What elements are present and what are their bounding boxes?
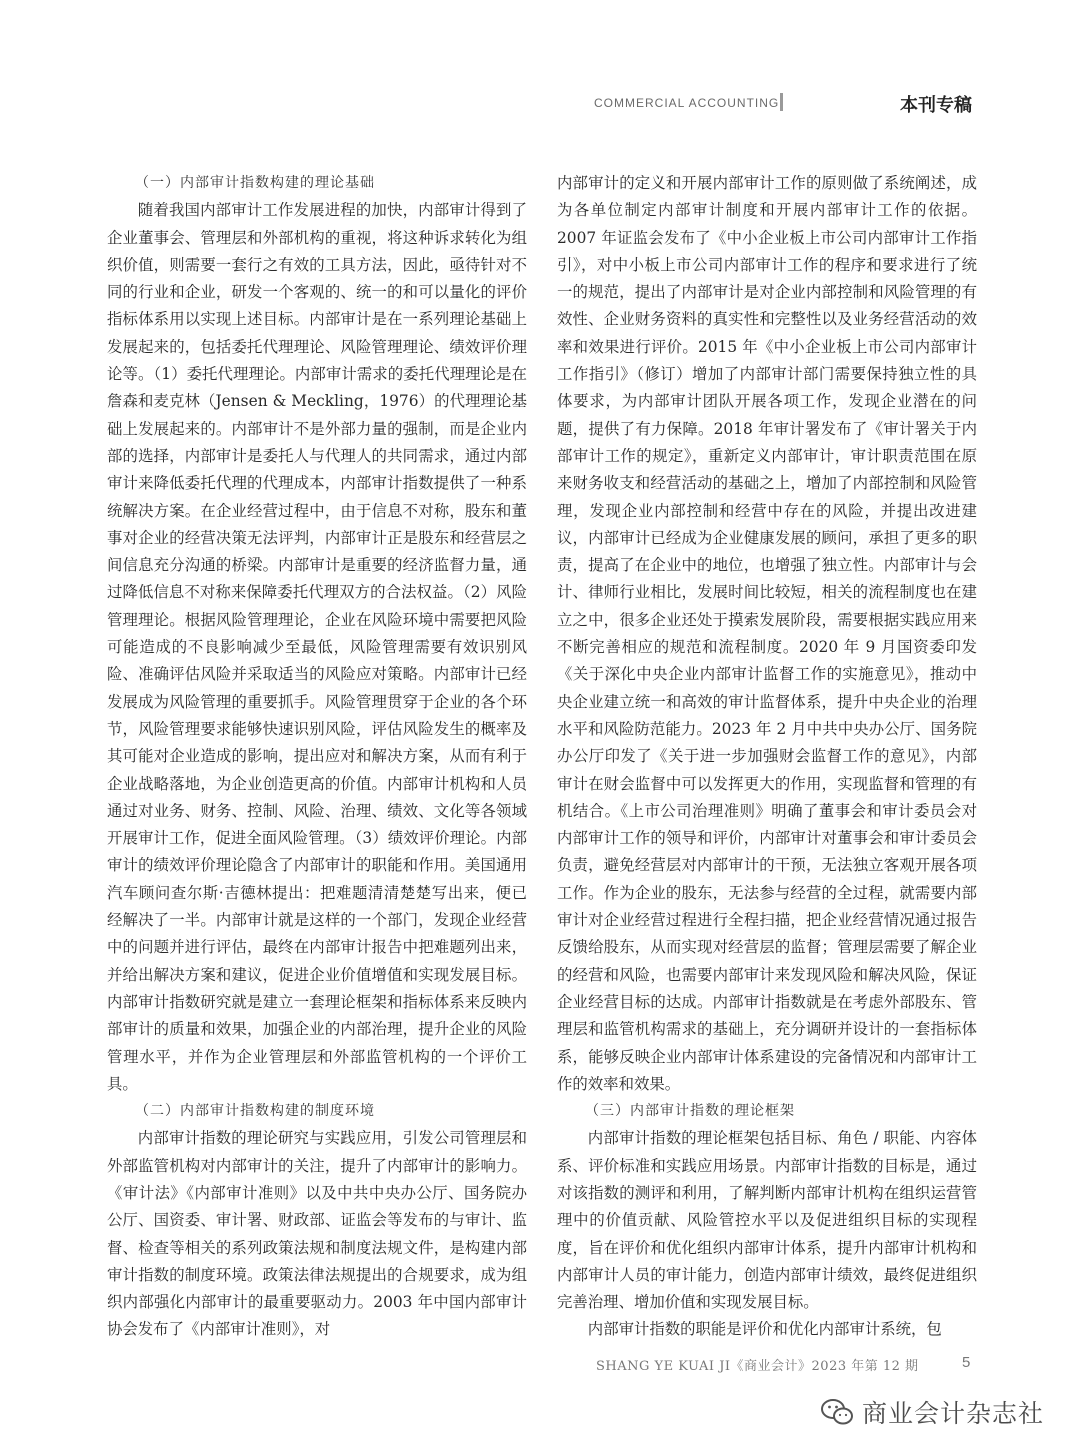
- journal-issue-info: SHANG YE KUAI JI《商业会计》2023 年第 12 期: [596, 1359, 919, 1374]
- wechat-watermark: [820, 1392, 1044, 1432]
- page-header: [0, 86, 1080, 126]
- column-name: 本刊专稿: [900, 95, 972, 116]
- right-column: [557, 170, 977, 1344]
- wechat-icon: [820, 1397, 854, 1427]
- body-paragraph: 内部审计指数的职能是评价和优化内部审计系统，包: [587, 1320, 942, 1339]
- body-paragraph-continued: 内部审计的定义和开展内部审计工作的原则做了系统阐述，成为各单位制定内部审计制度和开展内部审计工作的依据。2007 年证监会发布了《中小企业板上市公司内部审计工作指引》，对中小板上市公司内部审计工作的程序和要求进行了统一的规范，提出了内部审计是对企业内部控制和风险管理的有效性、企业财务资料的真实性和完整性以及业务经营活动的效率和效果进行评价。2015 年《中小企业板上市公司内部审计工作指引》（修订）增加了内部审计部门需要保持独立性的具体要求，为内部审计团队开展各项工作，发现企业潜在的问题，提供了有力保障。2018 年审计署发布了《审计署关于内部审计工作的规定》，重新定义内部审计，审计职责范围在原来财务收支和经营活动的基础之上，增加了内部控制和风险管理，发现企业内部控制和经营中存在的风险，并提出改进建议，内部审计已经成为企业健康发展的顾问，承担了更多的职责，提高了在企业中的地位，也增强了独立性。内部审计与会计、律师行业相比，发展时间比较短，相关的流程制度也在建立之中，很多企业还处于摸索发展阶段，需要根据实践应用来不断完善相应的规范和流程制度。2020 年 9 月国资委印发《关于深化中央企业内部审计监督工作的实施意见》，推动中央企业建立统一和高效的审计监督体系，提升中央企业的治理水平和风险防范能力。2023 年 2 月中共中央办公厅、国务院办公厅印发了《关于进一步加强财会监督工作的意见》，内部审计在财会监督中可以发挥更大的作用，实现监督和管理的有机结合。《上市公司治理准则》明确了董事会和审计委员会对内部审计工作的领导和评价，内部审计对董事会和审计委员会负责，避免经营层对内部审计的干预，无法独立客观开展各项工作。作为企业的股东，无法参与经营的全过程，就需要内部审计对企业经营过程进行全程扫描，把企业经营情况通过报告反馈给股东，从而实现对经营层的监督；管理层需要了解企业的经营和风险，也需要内部审计来发现风险和解决风险，保证企业经营目标的达成。内部审计指数就是在考虑外部股东、管理层和监管机构需求的基础上，充分调研并设计的一套指标体系，能够反映企业内部审计体系建设的完备情况和内部审计工作的效率和效果。: [557, 174, 977, 1093]
- page-footer: [0, 1355, 1080, 1379]
- section-heading-3: （三）内部审计指数的理论框架: [585, 1103, 795, 1120]
- body-paragraph: 内部审计指数的理论框架包括目标、角色 / 职能、内容体系、评价标准和实践应用场景。内部审计指数的目标是，通过对该指数的测评和利用，了解判断内部审计机构在组织运营管理中的价值贡献、风险管控水平以及促进组织目标的实现程度，旨在评价和优化组织内部审计体系，提升内部审计机构和内部审计人员的审计能力，创造内部审计绩效，最终促进组织完善治理、增加价值和实现发展目标。: [557, 1129, 977, 1312]
- page-number: 5: [962, 1354, 971, 1371]
- left-column: [107, 170, 527, 1344]
- watermark-text: 商业会计杂志社: [862, 1399, 1045, 1428]
- body-paragraph: 内部审计指数的理论研究与实践应用，引发公司管理层和外部监管机构对内部审计的关注，提升了内部审计的影响力。《审计法》《内部审计准则》以及中共中央办公厅、国务院办公厅、国资委、审计署、财政部、证监会等发布的与审计、监督、检查等相关的系列政策法规和制度法规文件，是构建内部审计指数的制度环境。政策法律法规提出的合规要求，成为组织内部强化内部审计的最重要驱动力。2003 年中国内部审计协会发布了《内部审计准则》，对: [107, 1129, 527, 1339]
- header-divider: [780, 93, 783, 111]
- body-paragraph: 随着我国内部审计工作发展进程的加快，内部审计得到了企业董事会、管理层和外部机构的重视，将这种诉求转化为组织价值，则需要一套行之有效的工具方法，因此，亟待针对不同的行业和企业，研发一个客观的、统一的和可以量化的评价指标体系用以实现上述目标。内部审计是在一系列理论基础上发展起来的，包括委托代理理论、风险管理理论、绩效评价理论等。（1）委托代理理论。内部审计需求的委托代理理论是在詹森和麦克林（Jensen & Meckling，1976）的代理理论基础上发展起来的。内部审计不是外部力量的强制，而是企业内部的选择，内部审计是委托人与代理人的共同需求，通过内部审计来降低委托代理的代理成本，内部审计指数提供了一种系统解决方案。在企业经营过程中，由于信息不对称，股东和董事对企业的经营决策无法评判，内部审计正是股东和经营层之间信息充分沟通的桥梁。内部审计是重要的经济监督力量，通过降低信息不对称来保障委托代理双方的合法权益。（2）风险管理理论。根据风险管理理论，企业在风险环境中需要把风险可能造成的不良影响减少至最低，风险管理需要有效识别风险、准确评估风险并采取适当的风险应对策略。内部审计已经发展成为风险管理的重要抓手。风险管理贯穿于企业的各个环节，风险管理要求能够快速识别风险，评估风险发生的概率及其可能对企业造成的影响，提出应对和解决方案，从而有利于企业战略落地，为企业创造更高的价值。内部审计机构和人员通过对业务、财务、控制、风险、治理、绩效、文化等各领域开展审计工作，促进全面风险管理。（3）绩效评价理论。内部审计的绩效评价理论隐含了内部审计的职能和作用。美国通用汽车顾问查尔斯·吉德林提出：把难题清清楚楚写出来，便已经解决了一半。内部审计就是这样的一个部门，发现企业经营中的问题并进行评估，最终在内部审计报告中把难题列出来，并给出解决方案和建议，促进企业价值增值和实现发展目标。内部审计指数研究就是建立一套理论框架和指标体系来反映内部审计的质量和效果，加强企业的内部治理，提升企业的风险管理水平，并作为企业管理层和外部监管机构的一个评价工具。: [107, 201, 527, 1093]
- section-heading-2: （二）内部审计指数构建的制度环境: [135, 1103, 375, 1120]
- journal-english-title: COMMERCIAL ACCOUNTING: [594, 96, 780, 110]
- section-heading-1: （一）内部审计指数构建的理论基础: [135, 175, 375, 191]
